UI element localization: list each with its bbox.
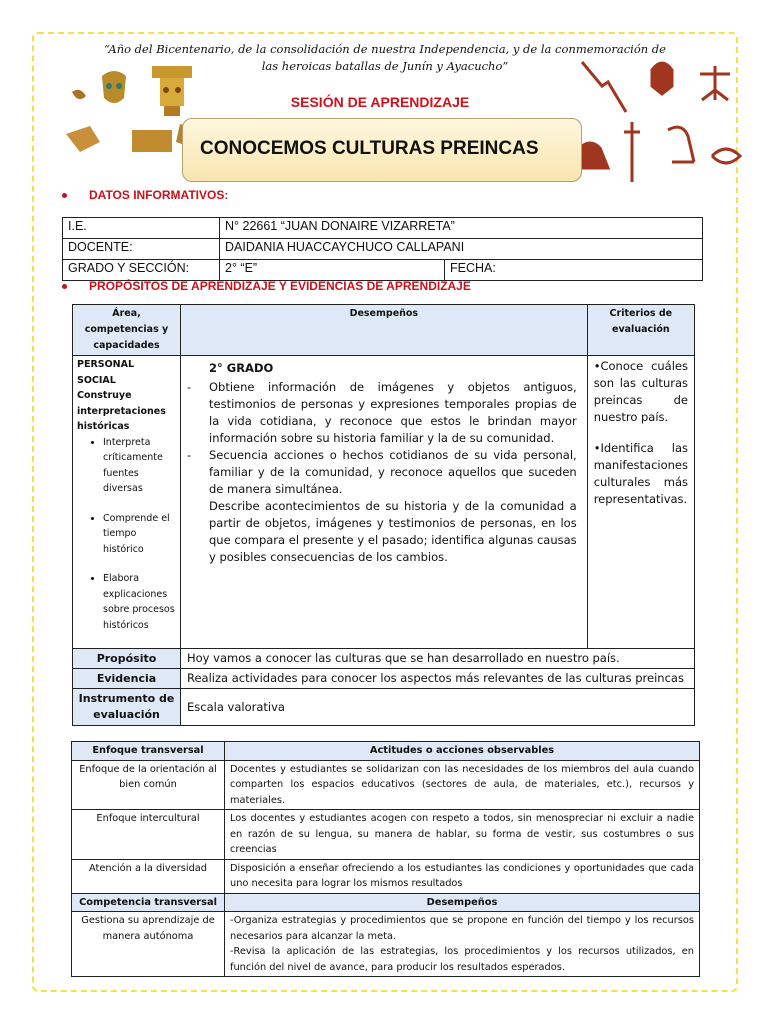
propositos-heading [62,279,471,293]
table-row [63,218,703,239]
col-criterios-header: Criterios de evaluación [587,305,694,356]
col-enfoque-header: Enfoque transversal [72,742,225,761]
col-actitudes-header: Actitudes o acciones observables [225,742,700,761]
year-motto: “Año del Bicentenario, de la consolidación de nuestra Independencia, y de la conmemoración de las heroicas batallas de Junín y Ayacucho” [104,42,666,73]
desempeno-text: Describe acontecimientos de su historia y de la comunidad a partir de objetos, imágenes y testimonios de personas, en los que compara el presente y el pasado; identifica algunas causas y posibles consecuencias de los cambios. [209,499,577,564]
nazca-figures-icon [578,62,740,182]
table-row [63,260,703,281]
enfoques-table [71,741,700,977]
fecha-label: FECHA: [450,261,496,275]
criterio-text: •Conoce cuáles son las culturas preincas de nuestro país. [593,359,688,424]
bullet-icon [62,284,67,289]
criterio-text: •Identifica las manifestaciones culturales más representativas. [593,441,689,506]
list-marker: - [187,380,192,394]
competencia-text: Construye interpretaciones históricas [77,390,166,432]
capacidades-list [77,435,176,634]
proposito-label: Propósito [73,649,181,669]
desempenos-cell [181,356,588,649]
table-row [72,893,700,912]
evidencia-label: Evidencia [73,669,181,689]
grade-label: 2° GRADO [209,361,274,375]
list-marker [187,498,209,566]
ie-label: I.E. [63,218,220,239]
bullet-icon [62,193,67,198]
grado-value: 2° “E” [220,260,445,281]
competencia-name: Gestiona su aprendizaje de manera autónoma [72,912,225,977]
instrumento-value: Escala valorativa [181,689,695,726]
actitud-text: Docentes y estudiantes se solidarizan con las necesidades de los miembros del aula cuando comparten los espacios educativos (sectores de aula, de materiales, etc.), recursos y materiales. [225,760,700,810]
fecha-cell [445,260,703,281]
table-row [73,356,695,649]
table-row [72,912,700,977]
instrumento-label: Instrumento de evaluación [73,689,181,726]
comp-desempeno-text: -Revisa la aplicación de las estrategias, los procedimientos y los recursos utilizados, en función del nivel de avance, para producir los resultados esperados. [230,946,694,973]
col-area-header: Área, competencias y capacidades [73,305,181,356]
list-item [187,498,577,566]
table-row [72,810,700,860]
area-cell [73,356,181,649]
ie-value: N° 22661 “JUAN DONAIRE VIZARRETA” [220,218,703,239]
grado-label: GRADO Y SECCIÓN: [63,260,220,281]
desempeno-text: Obtiene información de imágenes y objetos antiguos, testimonios de personas y expresiones temporales propias de la vida cotidiana, y reconoce que estos le brindan mayor información sobre su historia familiar y la de su comunidad. [209,380,577,445]
table-row [63,239,703,260]
proposito-value: Hoy vamos a conocer las culturas que se han desarrollado en nuestro país. [181,649,695,669]
datos-heading-text: DATOS INFORMATIVOS: [89,188,229,202]
col-comp-desempenos-header: Desempeños [225,893,700,912]
table-row [73,689,695,726]
gold-mask-icon [102,71,126,103]
table-row [73,649,695,669]
table-row [73,669,695,689]
enfoque-name: Enfoque intercultural [72,810,225,860]
evidencia-value: Realiza actividades para conocer los aspectos más relevantes de las culturas preincas [181,669,695,689]
table-row [72,859,700,893]
propositos-table [72,304,695,726]
table-row [73,305,695,356]
propositos-heading-text: PROPÓSITOS DE APRENDIZAJE Y EVIDENCIAS DE APRENDIZAJE [89,279,471,293]
col-competencia-header: Competencia transversal [72,893,225,912]
table-row [72,760,700,810]
datos-heading [62,188,228,202]
comp-desempeno-text: -Organiza estrategias y procedimientos que se propone en función del tiempo y los recursos necesarios para alcanzar la meta. [230,915,694,942]
session-label: SESIÓN DE APRENDIZAJE [290,94,470,110]
docente-label: DOCENTE: [63,239,220,260]
criterios-cell [587,356,694,649]
datos-table [62,217,703,281]
enfoque-name: Enfoque de la orientación al bien común [72,760,225,810]
list-item: • Comprende el tiempo histórico [103,511,176,558]
docente-value: DAIDANIA HUACCAYCHUCO CALLAPANI [220,239,703,260]
actitud-text: Los docentes y estudiantes acogen con respeto a todos, sin menospreciar ni excluir a nadie en razón de su lengua, su manera de hablar, su forma de vestir, sus costumbres o sus creencias [225,810,700,860]
list-item [187,379,577,447]
desempeno-text: Secuencia acciones o hechos cotidianos de su vida personal, familiar y de la comunidad, y reconoce aquellos que suceden de manera simultánea. [209,448,577,496]
list-item [187,447,577,498]
list-item: • Interpreta críticamente fuentes diversas [103,435,176,497]
col-desempenos-header: Desempeños [181,305,588,356]
actitud-text: Disposición a enseñar ofreciendo a los estudiantes las condiciones y oportunidades que cada uno necesita para lograr los mismos resultados [225,859,700,893]
list-item: • Elabora explicaciones sobre procesos históricos [103,571,176,633]
area-title: PERSONAL SOCIAL [77,359,135,386]
table-row [72,742,700,761]
page-title: CONOCEMOS CULTURAS PREINCAS [200,138,539,159]
comp-desempenos-cell [225,912,700,977]
list-marker: - [187,448,192,462]
enfoque-name: Atención a la diversidad [72,859,225,893]
